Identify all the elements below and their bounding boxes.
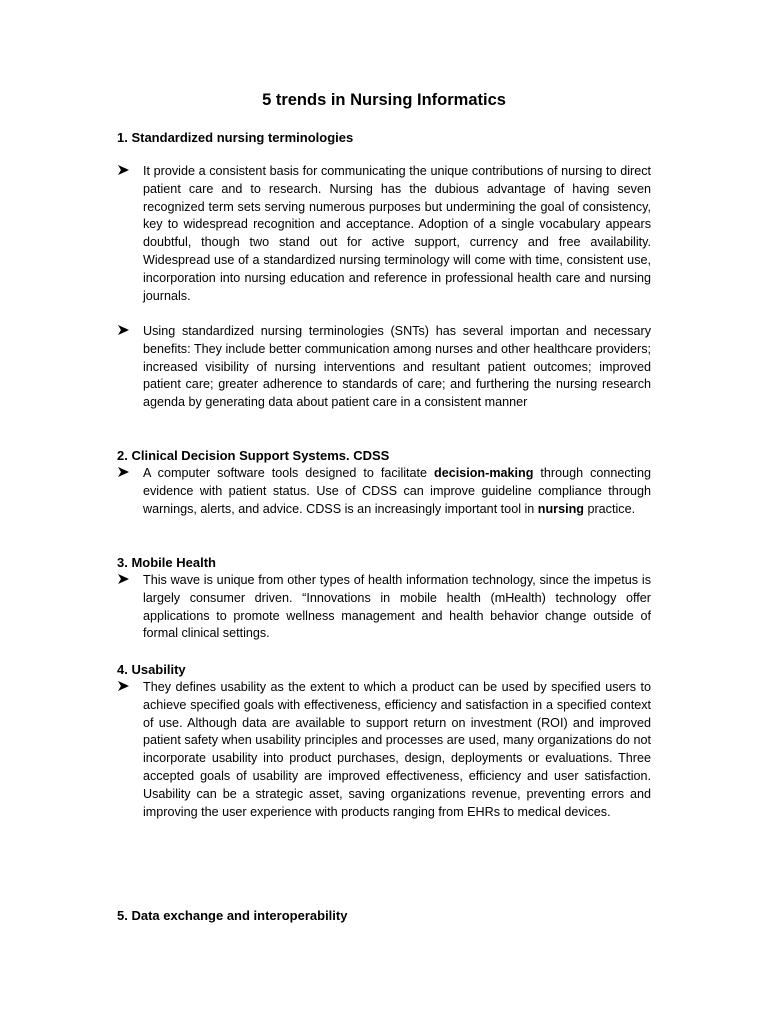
section-heading-standardized-terminologies: 1. Standardized nursing terminologies [117, 130, 354, 145]
list-item [117, 323, 651, 412]
bullet-text: They defines usability as the extent to which a product can be used by specified users to achieve specified goals with effectiveness, efficiency and satisfaction in a specified context of use. Although data are available to support return on investment (ROI) and improved patient safety when usability principles and processes are used, many organizations do not incorporate usability into product purchases, design, deployments or evaluations. Three accepted goals of usability are improved effectiveness, efficiency and user satisfaction. Usability can be a strategic asset, saving organizations revenue, preventing errors and improving the user experience with products ranging from EHRs to medical devices. [143, 680, 651, 819]
arrowhead-bullet-icon [117, 465, 131, 479]
bullet-text: Using standardized nursing terminologies (SNTs) has several importan and necessary benefits: They include better communication among nurses and other healthcare providers; increased visibility of nursing interventions and resultant patient outcomes; improved patient care; greater adherence to standards of care; and furthering the nursing research agenda by generating data about patient care in a consistent manner [143, 324, 651, 410]
arrowhead-bullet-icon [117, 163, 131, 177]
arrowhead-bullet-icon [117, 323, 131, 337]
list-item [117, 465, 651, 518]
bullet-text [143, 465, 651, 518]
bold-term-decision-making: decision-making [434, 466, 534, 480]
bullet-text-part: practice. [583, 501, 636, 516]
list-item [117, 679, 651, 821]
bullet-text-part: through connecting evidence with patient status. Use of CDSS can improve guideline compliance through warnings, alerts, and advice. CDSS is an increasingly important tool in [143, 466, 651, 516]
bold-term-nursing: nursing [537, 501, 584, 516]
bullet-text-part: A computer software tools designed to facilitate [143, 466, 435, 480]
arrowhead-bullet-icon [117, 572, 131, 586]
document-title: 5 trends in Nursing Informatics [262, 91, 506, 109]
section-heading-mobile-health: 3. Mobile Health [117, 555, 216, 570]
section-heading-usability: 4. Usability [117, 662, 186, 677]
bullet-text: It provide a consistent basis for communicating the unique contributions of nursing to direct patient care and to research. Nursing has the dubious advantage of having seven recognized term sets serving numerous purposes but undermining the goal of consistency, key to widespread recognition and acceptance. Adoption of a single vocabulary appears doubtful, though two stand out for active support, currency and free availability. Widespread use of a standardized nursing terminology will come with time, consistent use, incorporation into nursing education and reference in professional health care and nursing journals. [143, 164, 651, 303]
section-heading-cdss: 2. Clinical Decision Support Systems. CDSS [117, 448, 390, 463]
arrowhead-bullet-icon [117, 679, 131, 693]
section-heading-data-exchange: 5. Data exchange and interoperability [117, 908, 348, 923]
list-item [117, 572, 651, 643]
bullet-text: This wave is unique from other types of health information technology, since the impetus is largely consumer driven. “Innovations in mobile health (mHealth) technology offer applications to promote wellness management and health behavior change outside of formal clinical settings. [143, 573, 651, 641]
list-item [117, 163, 651, 305]
